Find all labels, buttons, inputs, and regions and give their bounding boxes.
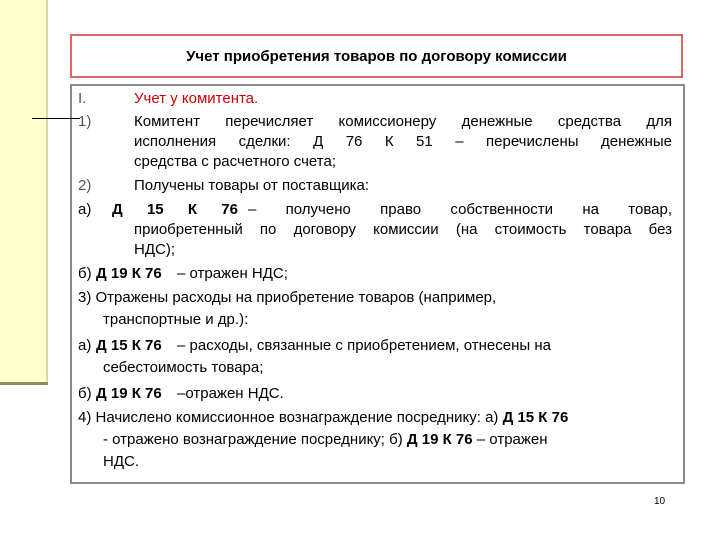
a2-line2: себестоимость товара; (103, 359, 264, 376)
a1-line3: НДС); (134, 241, 175, 258)
b2-rest: –отражен НДС. (177, 385, 284, 402)
item1-number: 1) (78, 113, 92, 130)
a2-prefix: а) (78, 337, 92, 354)
item4-line1 (78, 408, 568, 428)
item3-line1: 3) Отражены расходы на приобретение товаров (например, (78, 289, 497, 306)
b1-rest: – отражен НДС; (177, 265, 288, 282)
a1-line1-rest: – получено право собственности на товар, (248, 201, 672, 218)
side-band-underline (0, 382, 48, 385)
item3-line2: транспортные и др.): (103, 311, 249, 328)
roman-numeral: I. (78, 90, 87, 107)
item4-line2-tail: – отражен (476, 431, 548, 448)
item1-line2: исполнения сделки: Д 76 К 51 – перечислены денежные (134, 133, 672, 150)
side-divider (46, 0, 48, 385)
item2-text: Получены товары от поставщика: (134, 177, 370, 194)
a1-account-code: Д 15 К 76 (112, 201, 238, 218)
b2-account-code: Д 19 К 76 (96, 385, 162, 402)
section-heading: Учет у комитента. (134, 90, 259, 107)
page-number: 10 (654, 496, 666, 507)
slide-title-text: Учет приобретения товаров по договору комиссии (186, 47, 567, 65)
item4-line1-text: 4) Начислено комиссионное вознаграждение посреднику: а) (78, 409, 499, 426)
a1-prefix: а) (78, 201, 92, 218)
slide-title (70, 34, 683, 78)
item2-number: 2) (78, 177, 92, 194)
item1-line3: средства с расчетного счета; (134, 153, 336, 170)
pointer-line (32, 118, 80, 119)
b1-account-code: Д 19 К 76 (96, 265, 162, 282)
a2-account-code: Д 15 К 76 (96, 337, 162, 354)
b1-prefix: б) (78, 265, 92, 282)
item1-line1: Комитент перечисляет комиссионеру денежные средства для (134, 113, 672, 130)
side-band (0, 0, 46, 382)
item4-line3: НДС. (103, 453, 139, 470)
item4-account-code-2: Д 19 К 76 (406, 431, 473, 448)
a1-line2: приобретенный по договору комиссии (на стоимость товара без (134, 221, 672, 238)
a2-line1-rest: – расходы, связанные с приобретением, отнесены на (177, 337, 551, 354)
b2-prefix: б) (78, 385, 92, 402)
item4-line2-text: - отражено вознаграждение посреднику; б) (103, 431, 403, 448)
item4-line2 (103, 430, 548, 450)
item4-account-code-1: Д 15 К 76 (502, 409, 569, 426)
